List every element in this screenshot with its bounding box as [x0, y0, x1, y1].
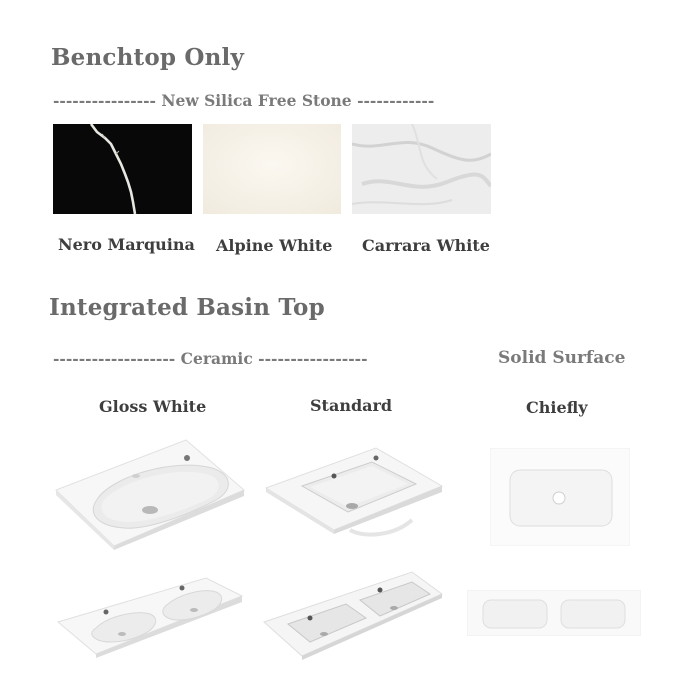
swatch-label-nero-marquina: Nero Marquina: [58, 235, 195, 254]
silica-free-divider: ---------------- New Silica Free Stone ------------: [53, 91, 435, 110]
benchtop-title: Benchtop Only: [51, 44, 245, 71]
standard-single-basin-image[interactable]: [264, 446, 444, 538]
basin-title: Integrated Basin Top: [49, 294, 325, 321]
chiefly-single-basin-image[interactable]: [490, 448, 630, 546]
swatch-label-carrara-white: Carrara White: [362, 236, 490, 255]
carrara-white-image: [352, 124, 491, 214]
nero-marquina-image: [53, 124, 192, 214]
solid-surface-label: Solid Surface: [498, 348, 626, 368]
standard-double-basin-image[interactable]: [262, 570, 444, 660]
gloss-white-double-basin-image[interactable]: [56, 576, 244, 660]
column-chiefly: Chiefly: [526, 398, 588, 417]
column-standard: Standard: [310, 396, 393, 415]
swatch-label-alpine-white: Alpine White: [216, 236, 333, 255]
column-gloss-white: Gloss White: [99, 397, 207, 416]
chiefly-double-basin-image[interactable]: [467, 590, 641, 636]
swatch-carrara-white[interactable]: [352, 124, 491, 214]
ceramic-divider: ------------------- Ceramic -----------------: [53, 349, 368, 368]
swatch-alpine-white[interactable]: [203, 124, 341, 214]
alpine-white-image: [203, 124, 341, 214]
gloss-white-single-basin-image[interactable]: [54, 438, 246, 550]
swatch-nero-marquina[interactable]: [53, 124, 192, 214]
